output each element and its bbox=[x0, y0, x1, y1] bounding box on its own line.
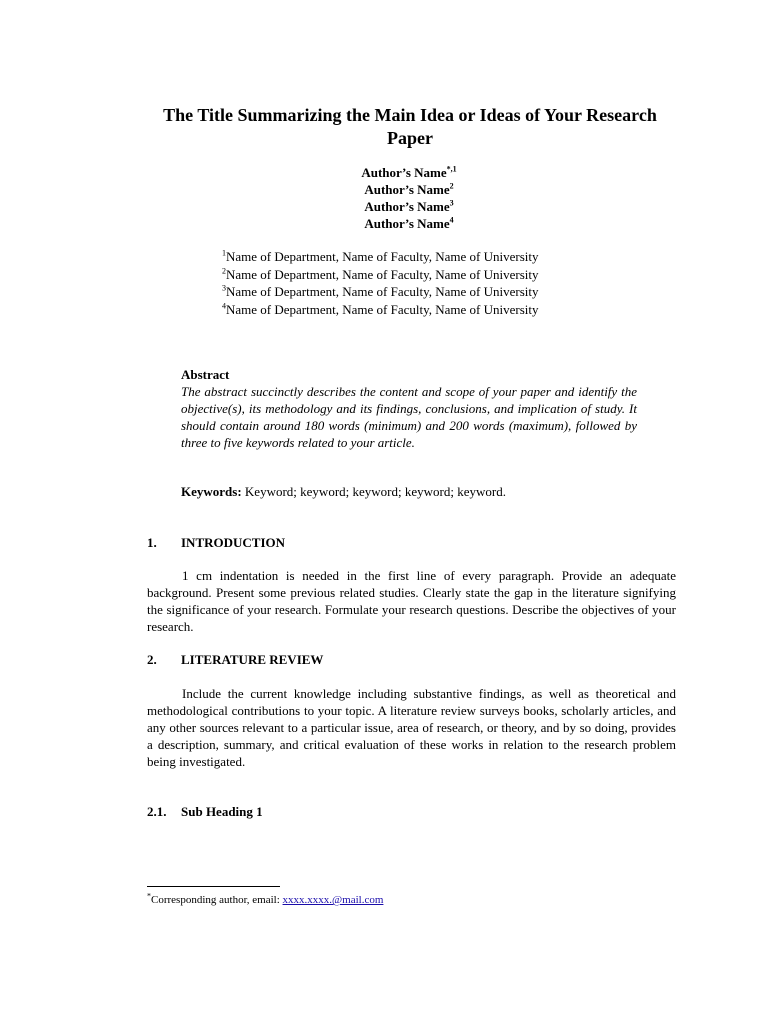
author-name: Author’s Name bbox=[361, 165, 447, 180]
abstract-block bbox=[181, 366, 637, 451]
author-name: Author’s Name bbox=[364, 182, 450, 197]
author-2 bbox=[0, 181, 768, 198]
author-sup: 4 bbox=[449, 215, 454, 225]
section-body-introduction: 1 cm indentation is needed in the first line of every paragraph. Provide an adequate background. Present some previous related studies. Clearly state the gap in the literature signifying the significance of your research. Formulate your research questions. Describe the objectives of your research. bbox=[147, 568, 676, 634]
affiliation-2 bbox=[222, 266, 539, 284]
author-name: Author’s Name bbox=[364, 199, 450, 214]
affiliation-sup: 4 bbox=[222, 301, 226, 311]
affiliation-text: Name of Department, Name of Faculty, Name of University bbox=[226, 266, 539, 282]
section-heading-introduction bbox=[147, 534, 285, 551]
author-name: Author’s Name bbox=[364, 216, 450, 231]
affiliation-3 bbox=[222, 283, 539, 301]
affiliation-sup: 1 bbox=[222, 248, 226, 258]
affiliation-sup: 2 bbox=[222, 266, 226, 276]
author-list bbox=[0, 164, 768, 232]
section-title: LITERATURE REVIEW bbox=[181, 652, 324, 667]
subsection-heading-1 bbox=[147, 803, 263, 820]
author-3 bbox=[0, 198, 768, 215]
author-sup: *,1 bbox=[446, 164, 457, 174]
affiliation-4 bbox=[222, 301, 539, 319]
keywords-label: Keywords: bbox=[181, 484, 242, 499]
abstract-heading: Abstract bbox=[181, 367, 230, 382]
footnote bbox=[147, 893, 383, 907]
email-link[interactable]: xxxx.xxxx.@mail.com bbox=[282, 894, 384, 906]
section-number: 1. bbox=[147, 535, 157, 550]
author-4 bbox=[0, 215, 768, 232]
abstract-body: The abstract succinctly describes the content and scope of your paper and identify the objective(s), its methodology and its findings, conclusions, and implication of study. It should contain around 180 words (minimum) and 200 words (maximum), followed by three to five keywords related to your article. bbox=[181, 384, 637, 450]
section-title: INTRODUCTION bbox=[181, 535, 286, 550]
keywords-value: Keyword; keyword; keyword; keyword; keyword. bbox=[244, 484, 506, 499]
section-title: Sub Heading 1 bbox=[181, 804, 263, 819]
section-heading-literature-review bbox=[147, 651, 323, 668]
affiliation-list bbox=[222, 248, 539, 318]
affiliation-text: Name of Department, Name of Faculty, Name of University bbox=[226, 249, 539, 264]
keywords-line bbox=[181, 483, 506, 500]
affiliation-1 bbox=[222, 248, 539, 266]
affiliation-text: Name of Department, Name of Faculty, Name of University bbox=[226, 284, 539, 299]
footnote-mark: * bbox=[147, 891, 151, 901]
author-sup: 3 bbox=[449, 198, 454, 208]
section-body-literature-review: Include the current knowledge including substantive findings, as well as theoretical and methodological contributions to your topic. A literature review surveys books, scholarly articles, and any other sources relevant to a particular issue, area of research, or theory, and by so doing, provides a description, summary, and critical evaluation of these works in relation to the research problem being investigated. bbox=[147, 686, 676, 769]
author-sup: 2 bbox=[449, 181, 454, 191]
author-1 bbox=[0, 164, 768, 181]
footnote-text: Corresponding author, email: bbox=[151, 894, 283, 906]
paper-title: The Title Summarizing the Main Idea or Ideas of Your Research Paper bbox=[163, 105, 657, 148]
affiliation-sup: 3 bbox=[222, 283, 226, 293]
section-number: 2.1. bbox=[147, 804, 167, 819]
footnote-divider bbox=[147, 886, 280, 887]
affiliation-text: Name of Department, Name of Faculty, Name of University bbox=[226, 301, 539, 317]
section-number: 2. bbox=[147, 652, 157, 667]
